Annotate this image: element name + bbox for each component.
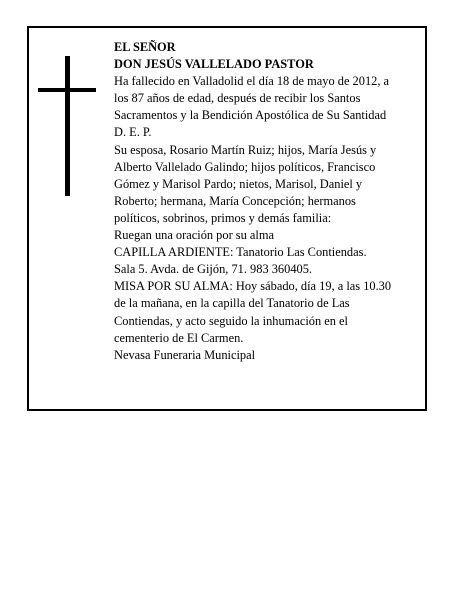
notice-line-chapel: CAPILLA ARDIENTE: Tanatorio Las Contiendas. [114, 245, 367, 260]
notice-line: los 87 años de edad, después de recibir los Santos [114, 91, 361, 106]
cross-vertical-bar [65, 56, 70, 196]
notice-line-funeral-home: Nevasa Funeraria Municipal [114, 347, 256, 362]
notice-line: Contiendas, y acto seguido la inhumación en el [114, 313, 348, 328]
notice-line: Alberto Vallelado Galindo; hijos políticos, Francisco [114, 159, 376, 174]
notice-line: de la mañana, en la capilla del Tanatorio de Las [114, 296, 350, 311]
cross-icon [38, 56, 96, 196]
obituary-text [114, 39, 422, 364]
notice-line-dep: D. E. P. [114, 125, 152, 140]
notice-line-prayer: Ruegan una oración por su alma [114, 228, 274, 243]
cross-horizontal-bar [38, 88, 96, 92]
notice-title-name: DON JESÚS VALLELADO PASTOR [114, 57, 314, 72]
notice-line: Roberto; hermana, María Concepción; hermanos [114, 193, 356, 208]
notice-line: Ha fallecido en Valladolid el día 18 de mayo de 2012, a [114, 74, 390, 89]
notice-line-address: Sala 5. Avda. de Gijón, 71. 983 360405. [114, 262, 313, 277]
notice-line: Sacramentos y la Bendición Apostólica de Su Santidad [114, 108, 387, 123]
notice-line: Gómez y Marisol Pardo; nietos, Marisol, Daniel y [114, 176, 363, 191]
notice-line: Su esposa, Rosario Martín Ruiz; hijos, María Jesús y [114, 142, 377, 157]
notice-title-honorific: EL SEÑOR [114, 40, 176, 54]
notice-line-mass: MISA POR SU ALMA: Hoy sábado, día 19, a las 10.30 [114, 279, 392, 294]
notice-line: cementerio de El Carmen. [114, 330, 244, 345]
notice-line: políticos, sobrinos, primos y demás familia: [114, 210, 332, 225]
